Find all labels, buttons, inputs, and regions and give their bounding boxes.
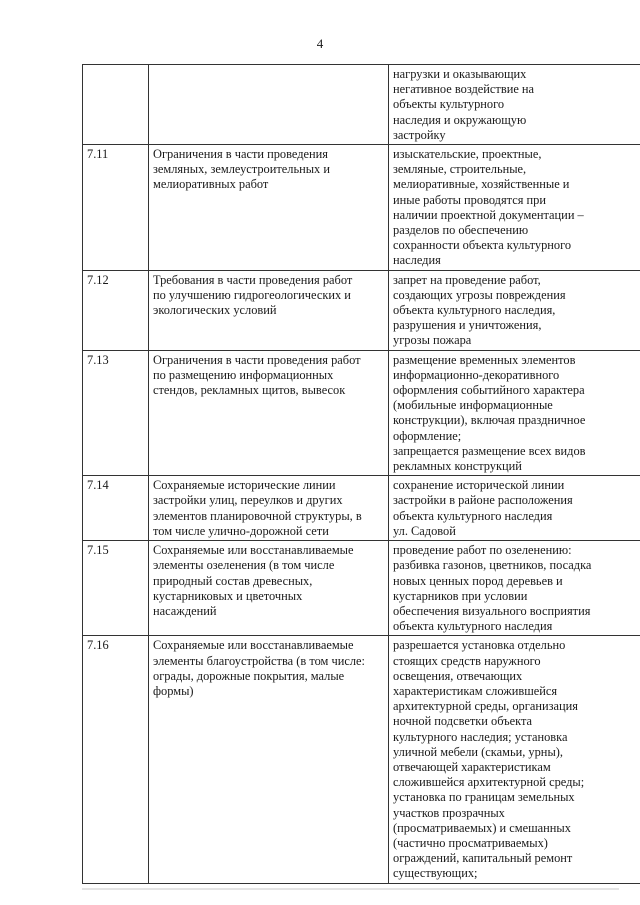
row-description-cell xyxy=(389,541,640,636)
title-line: Ограничения в части проведения xyxy=(153,147,328,162)
description-line: иные работы проводятся при xyxy=(393,192,547,207)
description-line: нагрузки и оказывающих xyxy=(393,67,527,81)
description-line: новых ценных пород деревьев и xyxy=(393,573,563,588)
description-line: объекта культурного наследия, xyxy=(393,303,556,318)
title-line: Сохраняемые исторические линии xyxy=(153,478,336,493)
row-number-cell: 7.14 xyxy=(83,476,149,541)
description-line: запрещается размещение всех видов xyxy=(393,443,586,458)
title-line: экологических условий xyxy=(153,303,277,318)
table-body xyxy=(83,65,640,884)
row-number-cell xyxy=(83,65,149,145)
description-line: существующих; xyxy=(393,866,478,881)
row-title-cell xyxy=(149,636,389,883)
description-line: создающих угрозы повреждения xyxy=(393,287,566,302)
row-description-cell xyxy=(389,270,640,350)
restrictions-table xyxy=(82,64,640,884)
table-row xyxy=(83,65,640,145)
description-line: стоящих средств наружного xyxy=(393,653,541,668)
description-line: оформления событийного характера xyxy=(393,383,585,398)
description-line: ночной подсветки объекта xyxy=(393,714,533,729)
row-title-cell xyxy=(149,145,389,271)
row-title-cell xyxy=(149,476,389,541)
title-line: Сохраняемые или восстанавливаемые xyxy=(153,543,354,558)
description-line: разрешается установка отдельно xyxy=(393,638,566,653)
row-number-cell: 7.11 xyxy=(83,145,149,271)
description-line: наследия и окружающую xyxy=(393,112,527,127)
description-line: уличной мебели (скамьи, урны), xyxy=(393,744,563,759)
row-title-cell xyxy=(149,350,389,476)
title-line: по улучшению гидрогеологических и xyxy=(153,287,351,302)
description-line: угрозы пожара xyxy=(393,333,472,348)
description-line: наличии проектной документации – xyxy=(393,207,584,222)
row-title-cell xyxy=(149,270,389,350)
row-title-cell xyxy=(149,65,389,145)
table-row xyxy=(83,270,640,350)
table-row xyxy=(83,636,640,883)
description-line: характеристикам сложившейся xyxy=(393,683,558,698)
description-line: застройки в районе расположения xyxy=(393,493,573,508)
title-line: том числе улично-дорожной сети xyxy=(153,523,329,538)
title-line: элементов планировочной структуры, в xyxy=(153,508,362,523)
description-line: застройку xyxy=(393,127,446,142)
description-line: освещения, отвечающих xyxy=(393,668,523,683)
description-line: земляные, строительные, xyxy=(393,162,527,177)
description-line: участков прозрачных xyxy=(393,805,505,820)
row-number-cell: 7.15 xyxy=(83,541,149,636)
row-description-cell xyxy=(389,145,640,271)
title-line: Сохраняемые или восстанавливаемые xyxy=(153,638,354,653)
row-number-cell: 7.13 xyxy=(83,350,149,476)
description-line: рекламных конструкций xyxy=(393,459,522,474)
title-line: стендов, рекламных щитов, вывесок xyxy=(153,383,346,398)
title-line: насаждений xyxy=(153,603,217,618)
description-line: объекты культурного xyxy=(393,97,505,112)
description-line: мелиоративные, хозяйственные и xyxy=(393,177,570,192)
title-line: природный состав древесных, xyxy=(153,573,313,588)
title-line: ограды, дорожные покрытия, малые xyxy=(153,668,345,683)
description-line: наследия xyxy=(393,253,441,268)
title-line: по размещению информационных xyxy=(153,367,334,382)
description-line: размещение временных элементов xyxy=(393,352,576,367)
description-line: обеспечения визуального восприятия xyxy=(393,603,591,618)
title-line: Требования в части проведения работ xyxy=(153,272,353,287)
title-line: кустарниковых и цветочных xyxy=(153,588,303,603)
description-line: изыскательские, проектные, xyxy=(393,147,542,162)
description-line: кустарников при условии xyxy=(393,588,528,603)
description-line: (просматриваемых) и смешанных xyxy=(393,820,571,835)
description-line: установка по границам земельных xyxy=(393,790,575,805)
table-row xyxy=(83,145,640,271)
title-line: Ограничения в части проведения работ xyxy=(153,352,361,367)
description-line: ограждений, капитальный ремонт xyxy=(393,851,573,866)
row-number-cell: 7.12 xyxy=(83,270,149,350)
description-line: (частично просматриваемых) xyxy=(393,835,548,850)
description-line: архитектурной среды, организация xyxy=(393,699,578,714)
description-line: разрушения и уничтожения, xyxy=(393,318,542,333)
table-row xyxy=(83,541,640,636)
row-description-cell xyxy=(389,65,640,145)
row-description-cell xyxy=(389,350,640,476)
description-line: сложившейся архитектурной среды; xyxy=(393,775,585,790)
description-line: объекта культурного наследия xyxy=(393,508,553,523)
row-description-cell xyxy=(389,636,640,883)
description-line: конструкции), включая праздничное xyxy=(393,413,586,428)
description-line: ул. Садовой xyxy=(393,523,456,538)
row-description-cell xyxy=(389,476,640,541)
description-line: (мобильные информационные xyxy=(393,398,553,413)
row-title-cell xyxy=(149,541,389,636)
description-line: сохранение исторической линии xyxy=(393,478,565,493)
table-row xyxy=(83,476,640,541)
row-number-cell: 7.16 xyxy=(83,636,149,883)
page-bottom-edge xyxy=(82,888,619,890)
description-line: культурного наследия; установка xyxy=(393,729,568,744)
description-line: проведение работ по озеленению: xyxy=(393,543,572,558)
title-line: застройки улиц, переулков и других xyxy=(153,493,343,508)
description-line: разделов по обеспечению xyxy=(393,223,529,238)
table-row xyxy=(83,350,640,476)
description-line: разбивка газонов, цветников, посадка xyxy=(393,558,592,573)
title-line: формы) xyxy=(153,683,194,698)
description-line: объекта культурного наследия xyxy=(393,619,553,634)
title-line: земляных, землеустроительных и xyxy=(153,162,330,177)
page-number: 4 xyxy=(316,36,324,51)
title-line: элементы благоустройства (в том числе: xyxy=(153,653,365,668)
description-line: запрет на проведение работ, xyxy=(393,272,541,287)
description-line: оформление; xyxy=(393,428,462,443)
description-line: негативное воздействие на xyxy=(393,82,535,97)
title-line: мелиоративных работ xyxy=(153,177,269,192)
title-line: элементы озеленения (в том числе xyxy=(153,558,335,573)
description-line: сохранности объекта культурного xyxy=(393,238,572,253)
description-line: отвечающей характеристикам xyxy=(393,759,551,774)
description-line: информационно-декоративного xyxy=(393,367,560,382)
